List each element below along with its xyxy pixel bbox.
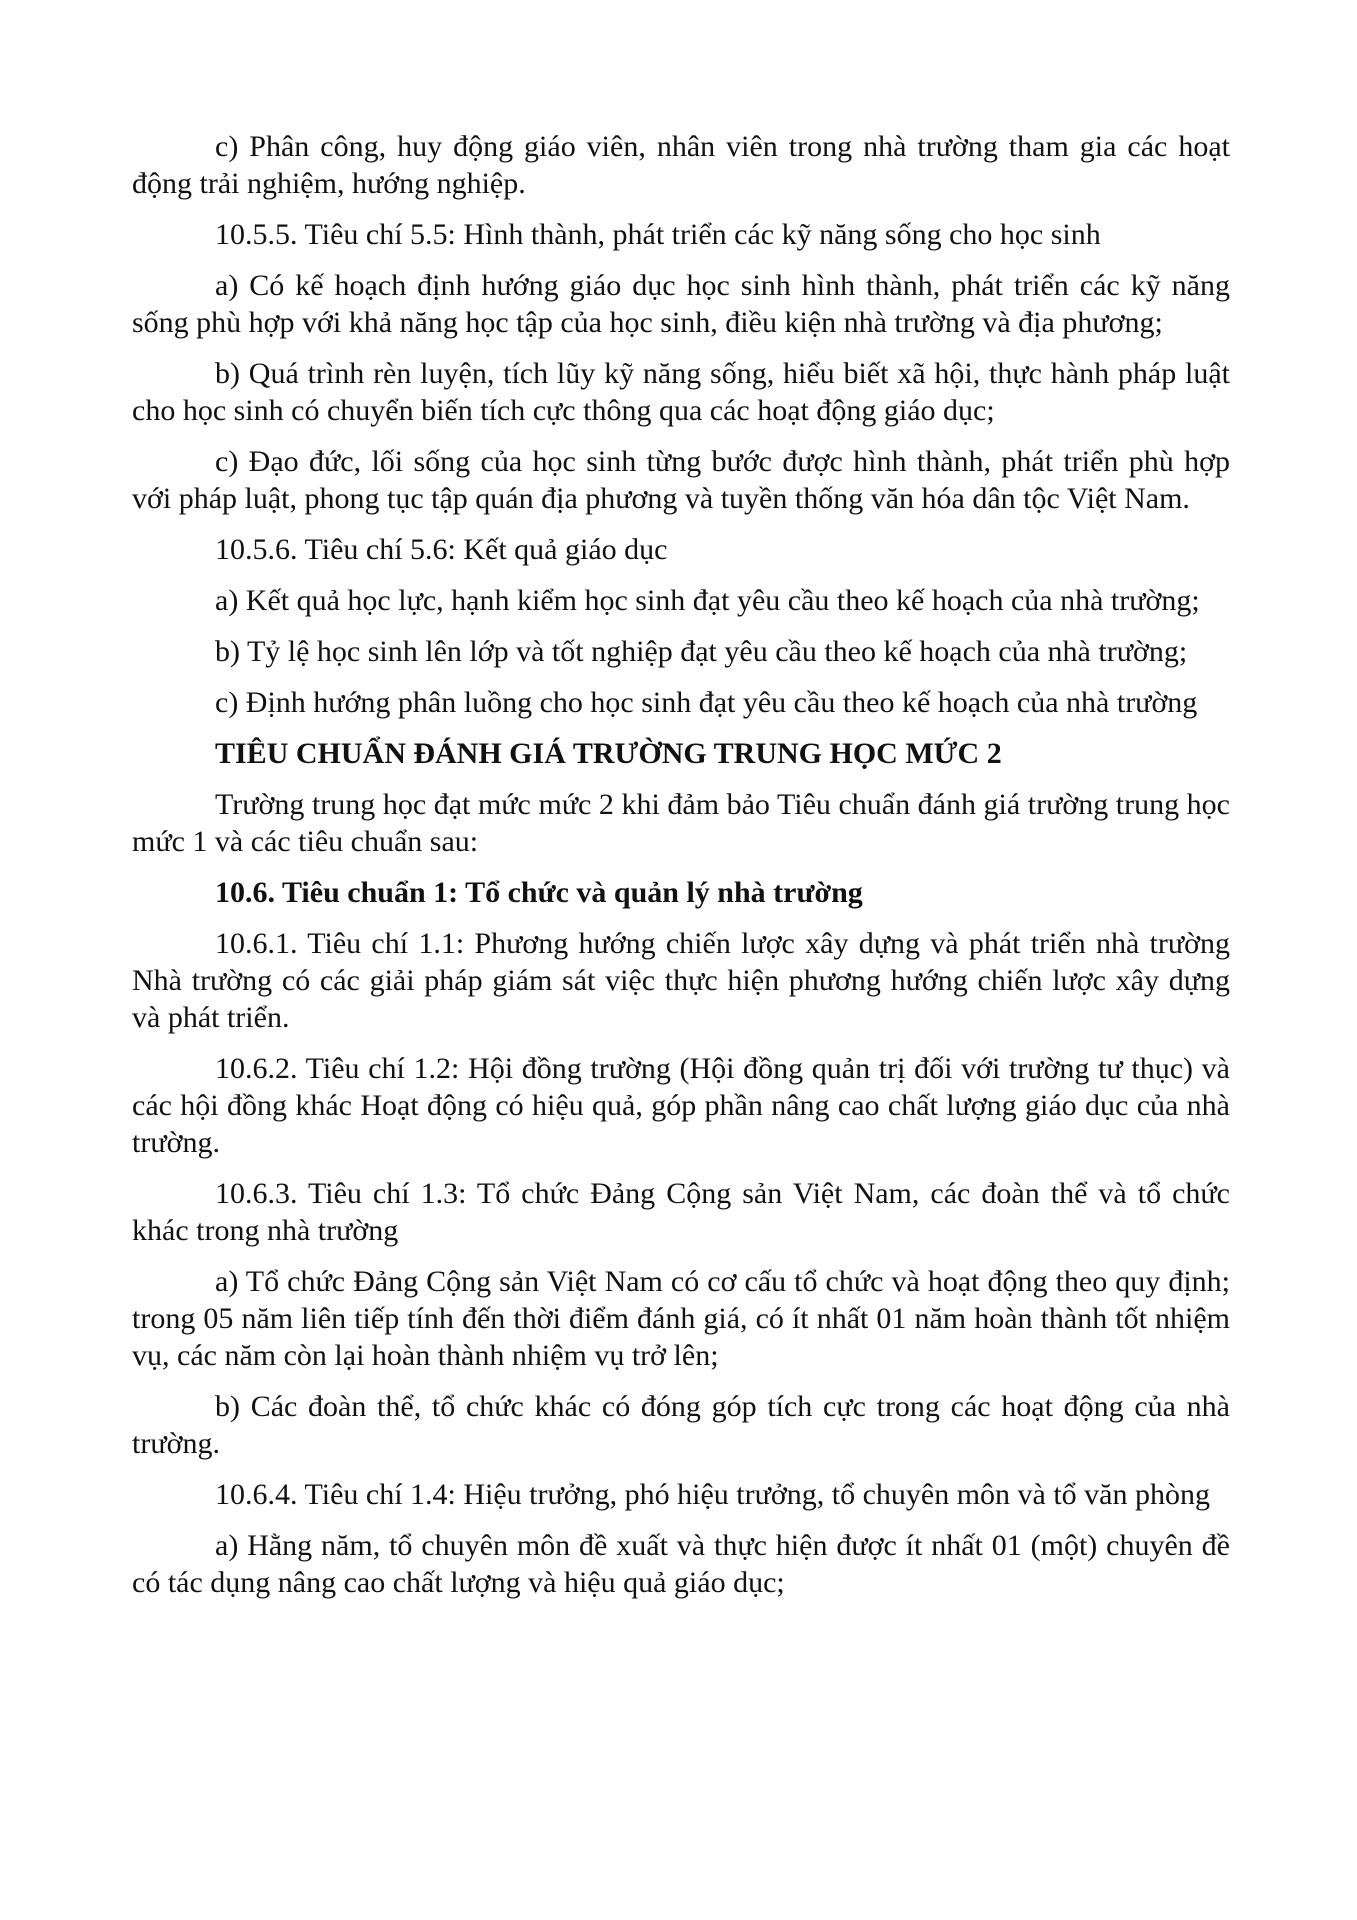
paragraph: a) Có kế hoạch định hướng giáo dục học sinh hình thành, phát triển các kỹ năng sống phù hợp với khả năng học tập của học sinh, điều kiện nhà trường và địa phương;	[132, 269, 1230, 339]
section-heading: 10.6. Tiêu chuẩn 1: Tổ chức và quản lý nhà trường	[215, 876, 863, 909]
paragraph: 10.6.4. Tiêu chí 1.4: Hiệu trưởng, phó hiệu trưởng, tổ chuyên môn và tổ văn phòng	[215, 1478, 1210, 1511]
paragraph: c) Đạo đức, lối sống của học sinh từng bước được hình thành, phát triển phù hợp với pháp luật, phong tục tập quán địa phương và tuyền thống văn hóa dân tộc Việt Nam.	[132, 445, 1230, 515]
paragraph: 10.5.5. Tiêu chí 5.5: Hình thành, phát triển các kỹ năng sống cho học sinh	[215, 218, 1101, 251]
document-body	[132, 128, 1230, 1615]
paragraph: a) Hằng năm, tổ chuyên môn đề xuất và thực hiện được ít nhất 01 (một) chuyên đề có tác dụng nâng cao chất lượng và hiệu quả giáo dục;	[132, 1529, 1230, 1599]
paragraph: b) Tỷ lệ học sinh lên lớp và tốt nghiệp đạt yêu cầu theo kế hoạch của nhà trường;	[215, 635, 1188, 668]
paragraph: 10.6.2. Tiêu chí 1.2: Hội đồng trường (Hội đồng quản trị đối với trường tư thục) và các hội đồng khác Hoạt động có hiệu quả, góp phần nâng cao chất lượng giáo dục của nhà trường.	[132, 1052, 1230, 1159]
paragraph: b) Quá trình rèn luyện, tích lũy kỹ năng sống, hiểu biết xã hội, thực hành pháp luật cho học sinh có chuyển biến tích cực thông qua các hoạt động giáo dục;	[132, 357, 1230, 427]
paragraph: 10.6.1. Tiêu chí 1.1: Phương hướng chiến lược xây dựng và phát triển nhà trường Nhà trường có các giải pháp giám sát việc thực hiện phương hướng chiến lược xây dựng và phát triển.	[132, 927, 1230, 1034]
paragraph: c) Định hướng phân luồng cho học sinh đạt yêu cầu theo kế hoạch của nhà trường	[215, 686, 1198, 719]
paragraph: a) Tổ chức Đảng Cộng sản Việt Nam có cơ cấu tổ chức và hoạt động theo quy định; trong 05 năm liên tiếp tính đến thời điểm đánh giá, có ít nhất 01 năm hoàn thành tốt nhiệm vụ, các năm còn lại hoàn thành nhiệm vụ trở lên;	[132, 1265, 1230, 1372]
paragraph: 10.5.6. Tiêu chí 5.6: Kết quả giáo dục	[215, 533, 668, 566]
paragraph: a) Kết quả học lực, hạnh kiểm học sinh đạt yêu cầu theo kế hoạch của nhà trường;	[215, 584, 1200, 617]
paragraph: Trường trung học đạt mức mức 2 khi đảm bảo Tiêu chuẩn đánh giá trường trung học mức 1 và các tiêu chuẩn sau:	[132, 788, 1230, 858]
section-heading: TIÊU CHUẨN ĐÁNH GIÁ TRƯỜNG TRUNG HỌC MỨC 2	[215, 737, 1002, 770]
paragraph: 10.6.3. Tiêu chí 1.3: Tổ chức Đảng Cộng sản Việt Nam, các đoàn thể và tổ chức khác trong nhà trường	[132, 1177, 1230, 1247]
paragraph: b) Các đoàn thể, tổ chức khác có đóng góp tích cực trong các hoạt động của nhà trường.	[132, 1390, 1230, 1460]
paragraph: c) Phân công, huy động giáo viên, nhân viên trong nhà trường tham gia các hoạt động trải nghiệm, hướng nghiệp.	[132, 130, 1230, 200]
